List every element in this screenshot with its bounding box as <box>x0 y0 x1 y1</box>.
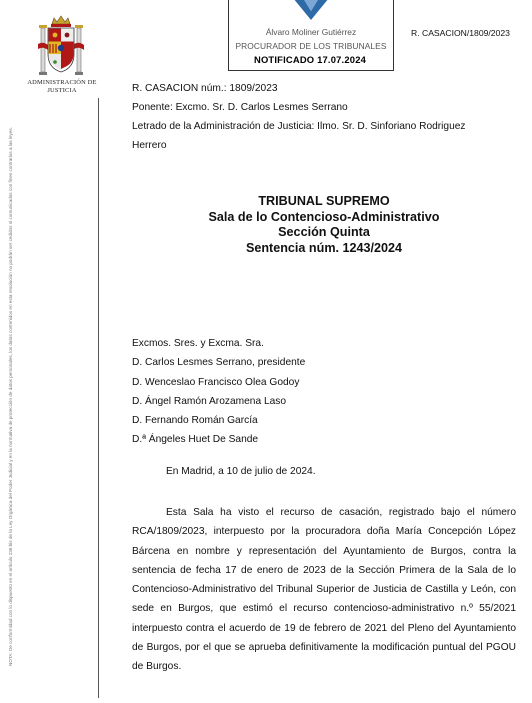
header-case-reference: R. CASACION/1809/2023 <box>411 28 510 38</box>
list-item: D. Carlos Lesmes Serrano, presidente <box>132 357 306 369</box>
chamber-name: Sala de lo Contencioso-Administrativo <box>208 209 440 224</box>
list-item: D. Ángel Ramón Arozamena Laso <box>132 395 287 407</box>
judges-list <box>132 334 305 450</box>
list-item: D.ª Ángeles Huet De Sande <box>132 434 259 446</box>
letrado-line-continued: Herrero <box>132 140 167 151</box>
sentence-title-block <box>132 194 516 256</box>
list-item: D. Fernando Román García <box>132 415 258 427</box>
coat-of-arms-icon <box>38 14 84 80</box>
section-name: Sección Quinta <box>278 225 370 240</box>
letrado-line: Letrado de la Administración de Justicia: Ilmo. Sr. D. Sinforiano Rodriguez <box>132 121 466 132</box>
institution-label: ADMINISTRACIÓN DE JUSTICIA <box>27 79 97 94</box>
stamp-notified-date: NOTIFICADO 17.07.2024 <box>253 54 367 65</box>
list-item: D. Wenceslao Francisco Olea Godoy <box>132 376 300 388</box>
recurso-line: R. CASACION núm.: 1809/2023 <box>132 83 278 94</box>
judges-intro: Excmos. Sres. y Excma. Sra. <box>132 338 264 349</box>
legal-side-note: NOTA: De conformidad con lo dispuesto en el artículo 236 bis de la Ley Orgánica del Poder Judicial y en la normativa de protección de datos personales, los datos contenidos en esta resolución no podrán ser cedidos ni comunicados con fines contrarios a las leyes. <box>8 127 13 666</box>
margin-divider <box>98 98 99 698</box>
procurator-logo-icon <box>291 0 331 20</box>
ponente-line: Ponente: Excmo. Sr. D. Carlos Lesmes Serrano <box>132 102 348 113</box>
date-line: En Madrid, a 10 de julio de 2024. <box>166 466 316 477</box>
notification-stamp <box>228 0 394 71</box>
stamp-procurator-role: PROCURADOR DE LOS TRIBUNALES <box>235 41 387 51</box>
sentence-number: Sentencia núm. 1243/2024 <box>245 240 403 255</box>
stamp-procurator-name: Álvaro Moliner Gutiérrez <box>265 27 357 37</box>
body-paragraph: Esta Sala ha visto el recurso de casación, registrado bajo el número RCA/1809/2023, interpuesto por la procuradora doña María Concepción López Bárcena en nombre y representación del Ayuntamiento de Burgos, contra la sentencia de fecha 17 de enero de 2023 de la Sección Primera de la Sala de lo Contencioso-Administrativo del Tribunal Superior de Justicia de Castilla y León, con sede en Burgos, que estimó el recurso contencioso-administrativo n.º 55/2021 interpuesto contra el acuerdo de 19 de febrero de 2021 del Pleno del Ayuntamiento de Burgos, por el que se aprueba definitivamente la modificación puntual del PGOU de Burgos. <box>132 507 516 673</box>
court-name: TRIBUNAL SUPREMO <box>258 194 390 208</box>
